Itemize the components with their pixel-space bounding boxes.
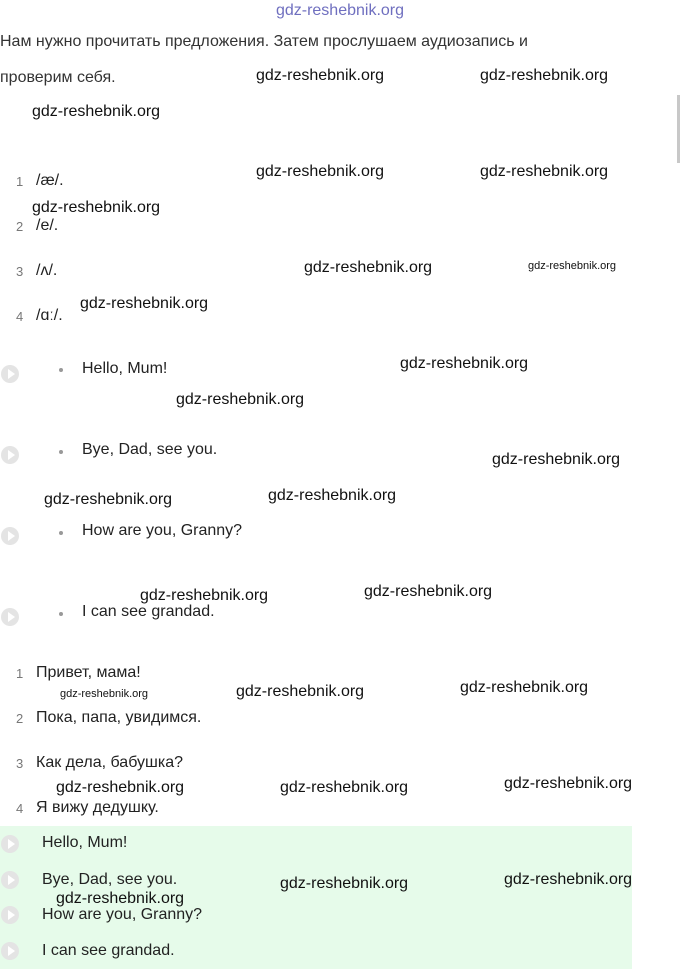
translation-item: Пока, папа, увидимся. [36,709,202,726]
intro-line-2: проверим себя. [0,69,116,86]
watermark-text: gdz-reshebnik.org [80,295,209,312]
watermark-text: gdz-reshebnik.org [504,775,633,792]
watermark-text: gdz-reshebnik.org [60,688,149,700]
sound-item: /ɑː/. [36,307,63,324]
play-audio-button[interactable] [1,871,19,889]
header-watermark: gdz-reshebnik.org [275,2,405,19]
bullet-icon [59,612,63,616]
watermark-text: gdz-reshebnik.org [492,451,621,468]
watermark-text: gdz-reshebnik.org [32,103,161,120]
sound-item: /ʌ/. [36,262,58,279]
sound-item: /æ/. [36,172,64,189]
watermark-text: gdz-reshebnik.org [236,683,365,700]
answer-sentence: I can see grandad. [42,942,175,959]
watermark-text: gdz-reshebnik.org [528,260,617,272]
sound-item: /e/. [36,217,59,234]
watermark-text: gdz-reshebnik.org [364,583,493,600]
watermark-text: gdz-reshebnik.org [256,163,385,180]
watermark-text: gdz-reshebnik.org [56,890,185,907]
watermark-text: gdz-reshebnik.org [280,779,409,796]
play-audio-button[interactable] [1,608,19,626]
list-number: 4 [16,309,24,324]
watermark-text: gdz-reshebnik.org [140,587,269,604]
audio-sentence: I can see grandad. [82,603,215,620]
list-number: 3 [16,756,24,771]
list-number: 4 [16,801,24,816]
watermark-text: gdz-reshebnik.org [280,875,409,892]
answer-sentence: How are you, Granny? [42,906,203,923]
audio-sentence: Hello, Mum! [82,360,168,377]
watermark-text: gdz-reshebnik.org [504,871,633,888]
bullet-icon [59,450,63,454]
watermark-text: gdz-reshebnik.org [176,391,305,408]
audio-sentence: How are you, Granny? [82,522,243,539]
translation-item: Я вижу дедушку. [36,799,159,816]
watermark-text: gdz-reshebnik.org [480,67,609,84]
watermark-text: gdz-reshebnik.org [256,67,385,84]
watermark-text: gdz-reshebnik.org [480,163,609,180]
answer-sentence: Hello, Mum! [42,834,128,851]
watermark-text: gdz-reshebnik.org [460,679,589,696]
list-number: 3 [16,264,24,279]
watermark-text: gdz-reshebnik.org [304,259,433,276]
play-audio-button[interactable] [1,942,19,960]
list-number: 2 [16,711,24,726]
translation-item: Привет, мама! [36,664,141,681]
list-number: 1 [16,666,24,681]
watermark-text: gdz-reshebnik.org [268,487,397,504]
list-number: 2 [16,219,24,234]
play-audio-button[interactable] [1,365,19,383]
audio-sentence: Bye, Dad, see you. [82,441,218,458]
play-audio-button[interactable] [1,835,19,853]
watermark-text: gdz-reshebnik.org [32,199,161,216]
play-audio-button[interactable] [1,527,19,545]
watermark-text: gdz-reshebnik.org [44,491,173,508]
translation-item: Как дела, бабушка? [36,754,183,771]
list-number: 1 [16,174,24,189]
bullet-icon [59,368,63,372]
answer-sentence: Bye, Dad, see you. [42,871,178,888]
play-audio-button[interactable] [1,906,19,924]
watermark-text: gdz-reshebnik.org [400,355,529,372]
watermark-text: gdz-reshebnik.org [56,779,185,796]
play-audio-button[interactable] [1,446,19,464]
bullet-icon [59,531,63,535]
intro-line-1: Нам нужно прочитать предложения. Затем прослушаем аудиозапись и [0,33,528,50]
